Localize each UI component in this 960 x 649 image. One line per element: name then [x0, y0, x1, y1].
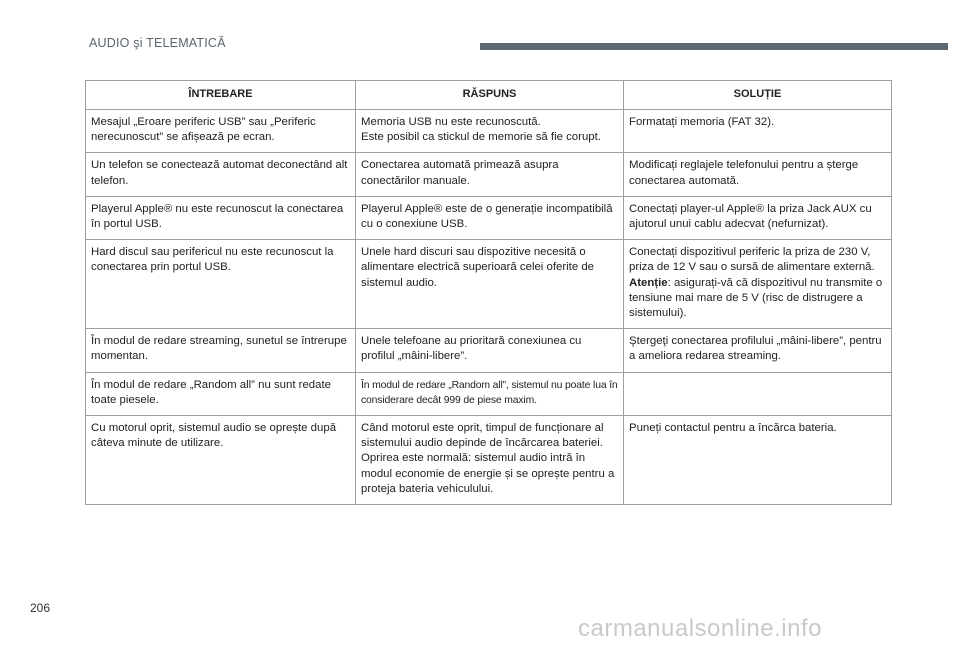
question-cell: Hard discul sau perifericul nu este recunoscut la conectarea prin portul USB.: [86, 240, 356, 329]
solution-cell: Ştergeţi conectarea profilului „mâini-libere”, pentru a ameliora redarea streaming.: [624, 329, 892, 372]
table-row: [86, 240, 892, 329]
table-row: [86, 416, 892, 505]
solution-cell: Formatați memoria (FAT 32).: [624, 110, 892, 153]
warning-text: : asigurați-vă că dispozitivul nu transmite o tensiune mai mare de 5 V (risc de distrugere a sistemului).: [629, 276, 883, 320]
solution-cell: Modificați reglajele telefonului pentru a șterge conectarea automată.: [624, 153, 892, 196]
answer-cell: Conectarea automată primează asupra conectărilor manuale.: [356, 153, 624, 196]
answer-cell: Unele telefoane au prioritară conexiunea cu profilul „mâini-libere”.: [356, 329, 624, 372]
question-cell: Un telefon se conectează automat deconectând alt telefon.: [86, 153, 356, 196]
solution-text: Conectați dispozitivul periferic la priza de 230 V, priza de 12 V sau o sursă de alimentare externă.: [629, 246, 875, 274]
question-cell: În modul de redare streaming, sunetul se întrerupe momentan.: [86, 329, 356, 372]
watermark: carmanualsonline.info: [578, 615, 822, 642]
question-cell: În modul de redare „Random all” nu sunt redate toate piesele.: [86, 372, 356, 415]
answer-cell: Memoria USB nu este recunoscută. Este posibil ca stickul de memorie să fie corupt.: [356, 110, 624, 153]
warning-label: Atenție: [629, 276, 668, 289]
table-row: [86, 329, 892, 372]
section-title: AUDIO şi TELEMATICĂ: [89, 36, 226, 50]
table-row: [86, 110, 892, 153]
question-cell: Cu motorul oprit, sistemul audio se oprește după câteva minute de utilizare.: [86, 416, 356, 505]
question-cell: Playerul Apple® nu este recunoscut la conectarea în portul USB.: [86, 196, 356, 239]
answer-cell: În modul de redare „Random all”, sistemul nu poate lua în considerare decât 999 de piese maxim.: [356, 372, 624, 415]
answer-cell: Când motorul este oprit, timpul de funcționare al sistemului audio depinde de încărcarea bateriei. Oprirea este normală: sistemul audio intră în modul economie de energie și se oprește pentru a proteja bateria vehiculului.: [356, 416, 624, 505]
table-row: [86, 153, 892, 196]
answer-cell: Playerul Apple® este de o generație incompatibilă cu o conexiune USB.: [356, 196, 624, 239]
header-bar: [480, 43, 948, 50]
solution-cell: [624, 240, 892, 329]
table-row: [86, 196, 892, 239]
page-number: 206: [30, 601, 51, 615]
table-row: [86, 372, 892, 415]
solution-cell: [624, 372, 892, 415]
column-header-question: ÎNTREBARE: [86, 81, 356, 110]
column-header-answer: RĂSPUNS: [356, 81, 624, 110]
troubleshooting-table: [85, 80, 892, 505]
answer-cell: Unele hard discuri sau dispozitive necesită o alimentare electrică superioară celei oferite de sistemul audio.: [356, 240, 624, 329]
solution-cell: Puneți contactul pentru a încărca bateria.: [624, 416, 892, 505]
table-header-row: [86, 81, 892, 110]
question-cell: Mesajul „Eroare periferic USB” sau „Periferic nerecunoscut” se afișează pe ecran.: [86, 110, 356, 153]
column-header-solution: SOLUȚIE: [624, 81, 892, 110]
solution-cell: Conectați player-ul Apple® la priza Jack AUX cu ajutorul unui cablu adecvat (nefurnizat).: [624, 196, 892, 239]
